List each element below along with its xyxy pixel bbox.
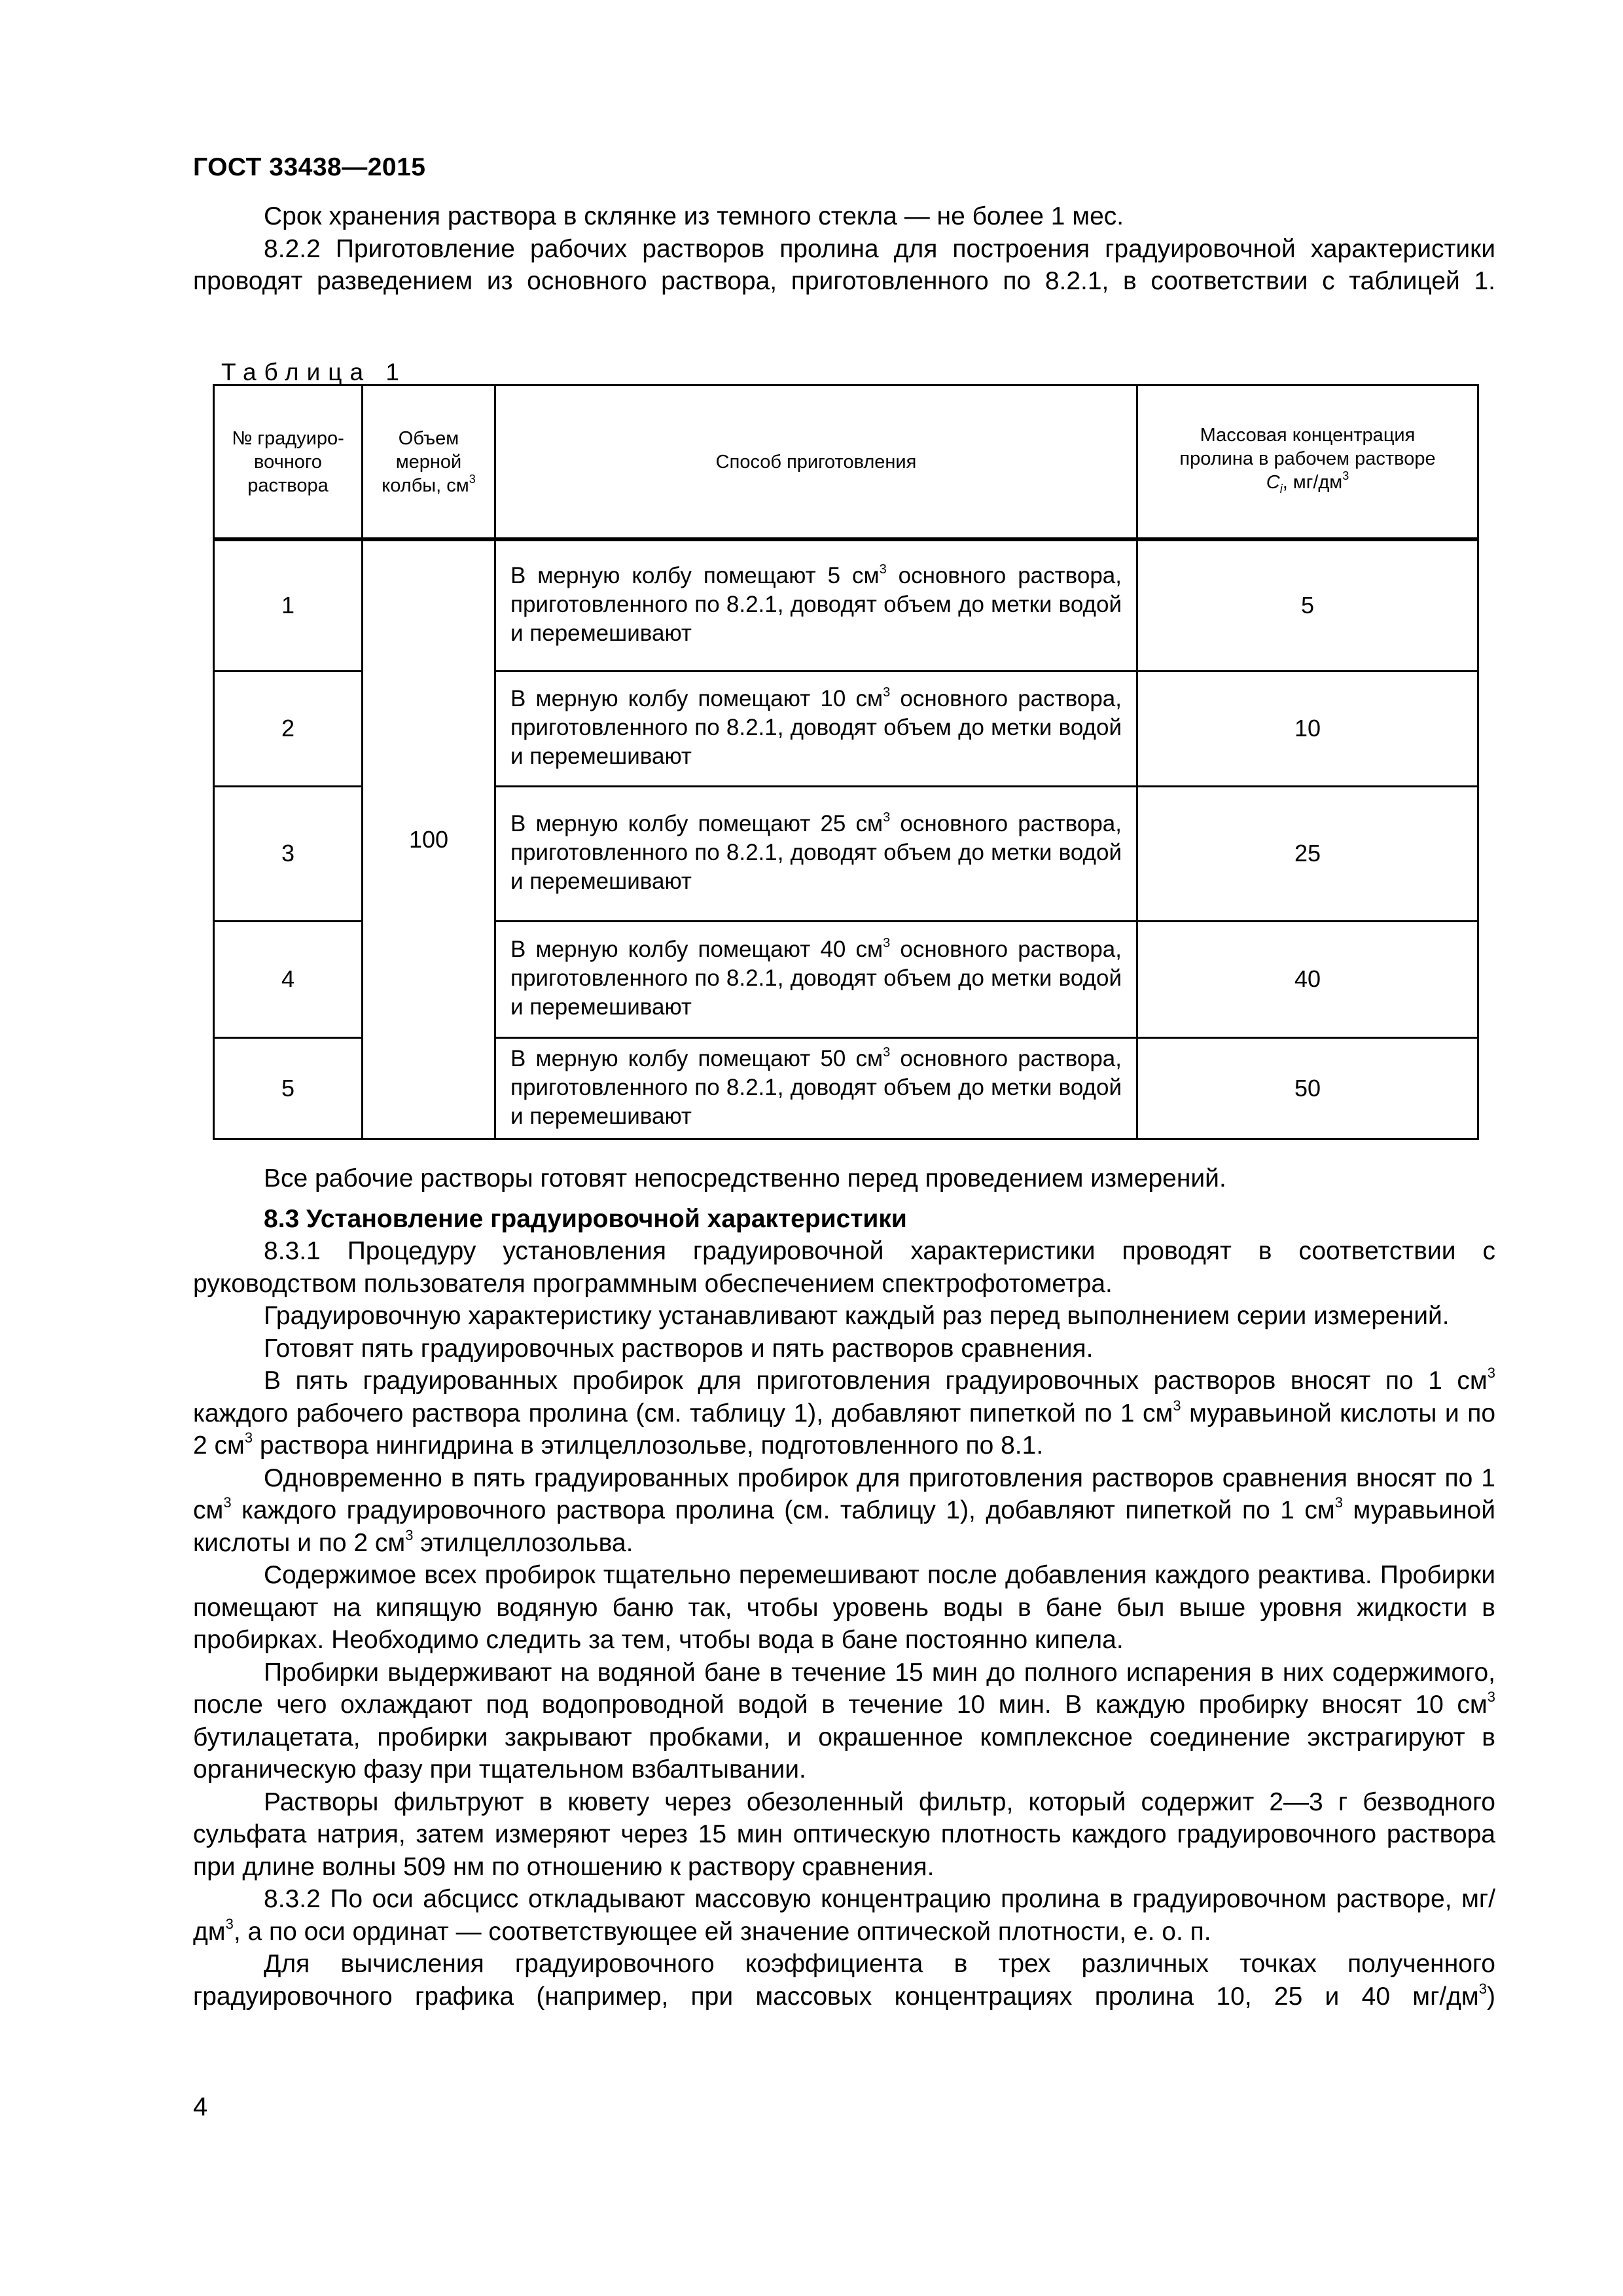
- paragraph-filter: Растворы фильтруют в кювету через обезоленный фильтр, который содержит 2—3 г безводного сульфата натрия, затем измеряют через 15 мин оптическую плотность каждого градуировочного раствора при длине волны 509 нм по отношению к раствору сравнения.: [193, 1787, 1495, 1881]
- paragraph-comparison: Одновременно в пять градуированных пробирок для приготовления растворов сравнения вносят по 1 $см^3$ каждого градуировочного раствора пролина (см. таблицу 1), добавляют пипеткой по 1 $см^3$ муравьиной кислоты и по 2 $см^3$ этилцеллозольва.: [193, 1463, 1495, 1557]
- method-text: В мерную колбу помещают 25 $см^3$ основного раствора, приготовленного по 8.2.1, доводят объем до метки водой и перемешивают: [495, 786, 1137, 921]
- document-header: ГОСТ 33438—2015: [193, 153, 426, 181]
- paragraph-8-3-1: 8.3.1 Процедуру установления градуировочной характеристики проводят в соответствии с руководством пользователя программным обеспечением спектрофотометра.: [193, 1237, 1495, 1298]
- table-header-row: [214, 386, 1478, 540]
- paragraph-mixing: Содержимое всех пробирок тщательно перемешивают после добавления каждого реактива. Пробирки помещают на кипящую водяную баню так, чтобы уровень воды в бане был выше уровня жидкости в пробирках. Необходимо следить за тем, чтобы вода в бане постоянно кипела.: [193, 1561, 1495, 1654]
- concentration-value: 50: [1137, 1037, 1478, 1139]
- paragraph-each-time: Градуировочную характеристику устанавливают каждый раз перед выполнением серии измерений.: [264, 1302, 1450, 1330]
- solution-number: 4: [214, 921, 363, 1037]
- paragraph-prepare: Готовят пять градуировочных растворов и пять растворов сравнения.: [264, 1334, 1094, 1363]
- page-number: 4: [193, 2092, 208, 2121]
- concentration-value: 5: [1137, 539, 1478, 671]
- header-concentration: Массовая концентрация пролина в рабочем растворе $C_i$, $мг/дм^3$: [1137, 386, 1478, 540]
- paragraph-coefficient: Для вычисления градуировочного коэффициента в трех различных точках полученного градуировочного графика (например, при массовых концентрациях пролина 10, 25 и 40 $мг/дм^3$): [193, 1950, 1495, 2011]
- after-table-paragraph: Все рабочие растворы готовят непосредственно перед проведением измерений.: [264, 1164, 1226, 1193]
- table-row: [214, 539, 1478, 671]
- method-text: В мерную колбу помещают 10 $см^3$ основного раствора, приготовленного по 8.2.1, доводят объем до метки водой и перемешивают: [495, 671, 1137, 786]
- solution-number: 2: [214, 671, 363, 786]
- header-solution-number: № градуиро-вочного раствора: [214, 386, 363, 540]
- header-method: Способ приготовления: [495, 386, 1137, 540]
- solution-number: 5: [214, 1037, 363, 1139]
- method-text: В мерную колбу помещают 50 $см^3$ основного раствора, приготовленного по 8.2.1, доводят объем до метки водой и перемешивают: [495, 1037, 1137, 1139]
- calibration-solutions-table: [213, 384, 1479, 1140]
- table-caption: Таблица 1: [221, 359, 407, 386]
- section-title-8-3: 8.3 Установление градуировочной характеристики: [264, 1204, 907, 1233]
- paragraph-tubes: В пять градуированных пробирок для приготовления градуировочных растворов вносят по 1 $см^3$ каждого рабочего раствора пролина (см. таблицу 1), добавляют пипеткой по 1 $см^3$ муравьиной кислоты и по 2 $см^3$ раствора нингидрина в этилцеллозольве, подготовленного по 8.1.: [193, 1365, 1496, 1460]
- method-text: В мерную колбу помещают 5 $см^3$ основного раствора, приготовленного по 8.2.1, доводят объем до метки водой и перемешивают: [495, 539, 1137, 671]
- paragraph-holding: Пробирки выдерживают на водяной бане в течение 15 мин до полного испарения в них содержимого, после чего охлаждают под водопроводной водой в течение 10 мин. В каждую пробирку вносят 10 $см^3$ бутилацетата, пробирки закрывают пробками, и окрашенное комплексное соединение экстрагируют в органическую фазу при тщательном взбалтывании.: [193, 1658, 1495, 1784]
- solution-number: 1: [214, 539, 363, 671]
- paragraph-8-3-2: 8.3.2 По оси абсцисс откладывают массовую концентрацию пролина в градуировочном растворе, $мг/дм^3$, а по оси ординат — соответствующее ей значение оптической плотности, е. о. п.: [193, 1885, 1495, 1946]
- header-flask-volume: Объем мерной колбы, $см^3$: [363, 386, 495, 540]
- storage-paragraph: Срок хранения раствора в склянке из темного стекла — не более 1 мес.: [264, 202, 1124, 230]
- paragraph-8-2-2: 8.2.2 Приготовление рабочих растворов пролина для построения градуировочной характеристики проводят разведением из основного раствора, приготовленного по 8.2.1, в соответствии с таблицей 1.: [193, 234, 1495, 295]
- solution-number: 3: [214, 786, 363, 921]
- method-text: В мерную колбу помещают 40 $см^3$ основного раствора, приготовленного по 8.2.1, доводят объем до метки водой и перемешивают: [495, 921, 1137, 1037]
- concentration-value: 10: [1137, 671, 1478, 786]
- flask-volume-value: 100: [363, 539, 495, 1139]
- intro-text: [193, 200, 1495, 298]
- concentration-value: 40: [1137, 921, 1478, 1037]
- body-text: [193, 1162, 1495, 2013]
- concentration-value: 25: [1137, 786, 1478, 921]
